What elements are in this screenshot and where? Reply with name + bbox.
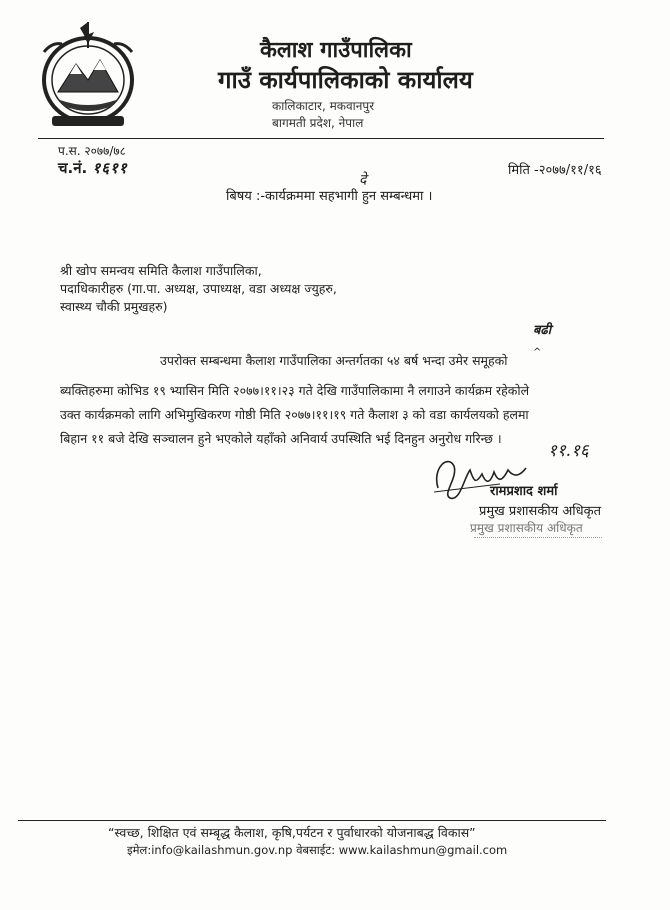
website-label: वेबसाईट: <box>296 843 336 857</box>
cn-reference <box>58 158 128 178</box>
office-name: गाउँ कार्यपालिकाको कार्यालय <box>218 66 473 94</box>
municipality-name: कैलाश गाउँपालिका <box>260 38 412 63</box>
website-link[interactable]: www.kailashmun@gmail.com <box>338 843 508 857</box>
cn-value: १६११ <box>92 159 128 177</box>
cn-label: च.नं. <box>58 159 88 177</box>
footer-motto: “स्वच्छ, शिक्षित एवं सम्बृद्ध कैलाश, कृषि,पर्यटन र पुर्वाधारको योजनाबद्ध विकास” <box>108 825 476 840</box>
ps-reference <box>58 142 126 159</box>
signature-date-note: ११.१६ <box>548 441 589 461</box>
body-line-1: उपरोक्त सम्बन्धमा कैलाश गाउँपालिका अन्तर्गतका ५४ बर्ष भन्दा उमेर समूहको <box>160 353 508 368</box>
footer-contact <box>127 843 507 858</box>
body-line-3: उक्त कार्यक्रमको लागि अभिमुखिकरण गोष्ठी मिति २०७७।११।१९ गते कैलाश ३ को वडा कार्यलयको हलमा <box>60 407 529 422</box>
subject-handwritten-mark: दे <box>359 172 367 188</box>
emblem-banner <box>52 116 124 126</box>
mountain-icon <box>58 60 118 92</box>
recipient-line-2: पदाधिकारीहरु (गा.पा. अध्यक्ष, उपाध्यक्ष, वडा अध्यक्ष ज्युहरु, <box>60 281 337 296</box>
letter-date <box>508 160 602 178</box>
handwritten-insertion: बढी <box>533 323 552 338</box>
recipient-line-1: श्री खोप समन्वय समिति कैलाश गाउँपालिका, <box>60 263 262 278</box>
government-emblem-logo <box>38 22 138 132</box>
signer-name: रामप्रशाद शर्मा <box>490 484 558 499</box>
address-line-1: कालिकाटार, मकवानपुर <box>272 99 375 113</box>
ps-label: प.स. <box>58 144 81 158</box>
address-line-2: बागमती प्रदेश, नेपाल <box>272 116 364 130</box>
body-line-4: बिहान ११ बजे देखि सञ्चालन हुने भएकोले यहाँको अनिवार्य उपस्थिति भई दिनहुन अनुरोध गरिन्छ । <box>60 431 502 446</box>
email-link[interactable]: info@kailashmun.gov.np <box>151 843 293 857</box>
recipient-line-3: स्वास्थ्य चौकी प्रमुखहरु) <box>60 299 168 314</box>
body-line-2: ब्यक्तिहरुमा कोभिड १९ भ्यासिन मिति २०७७।११।२३ गते देखि गाउँपालिकामा नै लगाउने कार्यक्रम रहेकोले <box>60 383 530 398</box>
stamp-smudge <box>474 537 602 547</box>
subject-line: बिषय :-कार्यक्रममा सहभागी हुन सम्बन्धमा । <box>226 189 433 204</box>
email-label: इमेल: <box>127 843 152 857</box>
date-value: २०७७/११/१६ <box>538 163 602 178</box>
signer-title: प्रमुख प्रशासकीय अधिकृत <box>479 504 602 519</box>
ps-value: २०७७/७८ <box>84 144 126 158</box>
office-stamp: प्रमुख प्रशासकीय अधिकृत <box>470 521 583 535</box>
insertion-caret: ^ <box>533 347 542 358</box>
date-label: मिति - <box>508 163 539 178</box>
footer-divider <box>18 820 606 821</box>
header-divider <box>38 138 604 139</box>
